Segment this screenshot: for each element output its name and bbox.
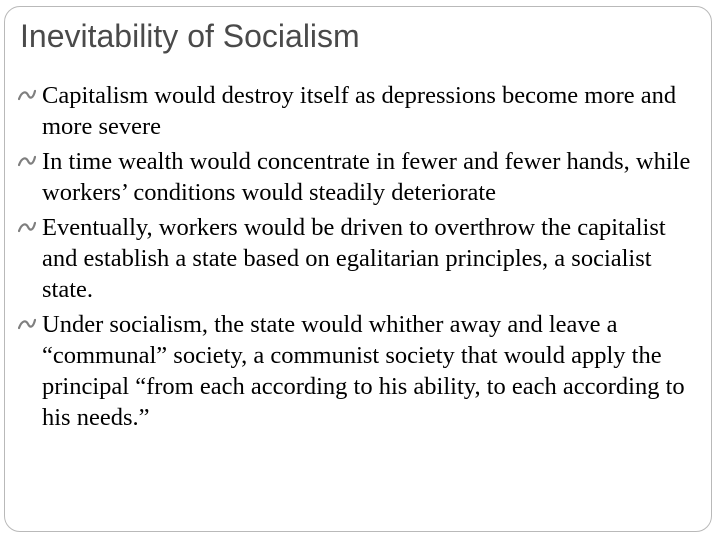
bullet-text: Under socialism, the state would whither away and leave a “communal” society, a communist society that would apply the principal “from each according to his ability, to each according to his needs.” bbox=[42, 311, 685, 431]
wave-bullet-icon bbox=[18, 88, 36, 102]
bullet-text: Capitalism would destroy itself as depressions become more and more severe bbox=[42, 82, 677, 140]
wave-bullet-icon bbox=[18, 220, 36, 234]
bullet-item bbox=[18, 80, 698, 142]
bullet-list bbox=[18, 80, 698, 437]
slide-title: Inevitability of Socialism bbox=[20, 18, 360, 54]
bullet-item bbox=[18, 309, 698, 433]
bullet-text: Eventually, workers would be driven to overthrow the capitalist and establish a state based on egalitarian principles, a socialist state. bbox=[42, 214, 666, 303]
bullet-item bbox=[18, 212, 698, 305]
wave-bullet-icon bbox=[18, 317, 36, 331]
bullet-text: In time wealth would concentrate in fewer and fewer hands, while workers’ conditions would steadily deteriorate bbox=[42, 148, 691, 206]
wave-bullet-icon bbox=[18, 154, 36, 168]
bullet-item bbox=[18, 146, 698, 208]
